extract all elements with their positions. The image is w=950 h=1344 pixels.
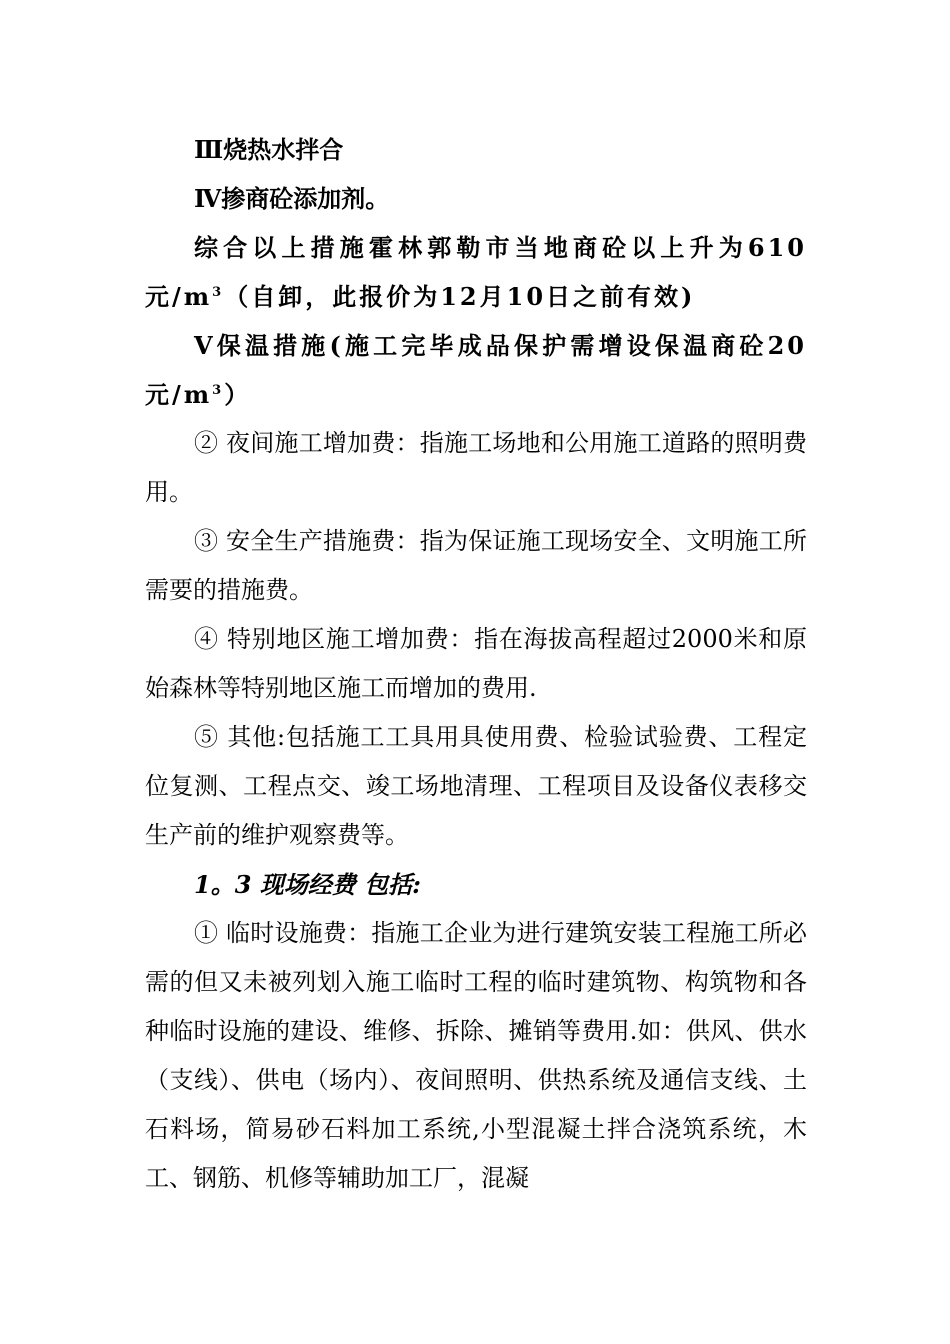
paragraph-other-costs: ⑤ 其他:包括施工工具用具使用费、检验试验费、工程定位复测、工程点交、竣工场地清理、工程项目及设备仪表移交生产前的维护观察费等。 bbox=[145, 723, 807, 849]
paragraph-safety-measures: ③ 安全生产措施费：指为保证施工现场安全、文明施工所需要的措施费。 bbox=[145, 527, 807, 604]
paragraph-special-area: ④ 特别地区施工增加费：指在海拔高程超过2000米和原始森林等特别地区施工而增加的费用. bbox=[145, 625, 807, 702]
paragraph-hot-water-mixing: Ⅲ烧热水拌合 bbox=[194, 135, 344, 164]
paragraph-night-construction: ② 夜间施工增加费：指施工场地和公用施工道路的照明费用。 bbox=[145, 429, 807, 506]
insulation-text: V保温措施(施工完毕成品保护需增设保温商砼20元/m bbox=[145, 331, 807, 409]
paragraph-insulation-measure bbox=[145, 321, 807, 419]
insulation-close: ） bbox=[224, 380, 252, 409]
concrete-price-text: 综合以上措施霍林郭勒市当地商砼以上升为610元/m bbox=[145, 233, 807, 311]
cubic-superscript: 3 bbox=[212, 383, 225, 398]
document-page bbox=[145, 125, 807, 1203]
cubic-superscript: 3 bbox=[212, 285, 225, 300]
section-heading-site-expenses: 1。3 现场经费 包括: bbox=[194, 870, 421, 899]
concrete-price-note: （自卸，此报价为12月10日之前有效) bbox=[224, 282, 696, 311]
paragraph-concrete-price bbox=[145, 223, 807, 321]
paragraph-temporary-facilities: ① 临时设施费：指施工企业为进行建筑安装工程施工所必需的但又未被列划入施工临时工程的临时建筑物、构筑物和各种临时设施的建设、维修、拆除、摊销等费用.如：供风、供水（支线）、供电（场内）、夜间照明、供热系统及通信支线、土石料场，简易砂石料加工系统,小型混凝土拌合浇筑系统，木工、钢筋、机修等辅助加工厂，混凝 bbox=[145, 919, 807, 1192]
paragraph-admixture: Ⅳ掺商砼添加剂。 bbox=[194, 184, 390, 213]
